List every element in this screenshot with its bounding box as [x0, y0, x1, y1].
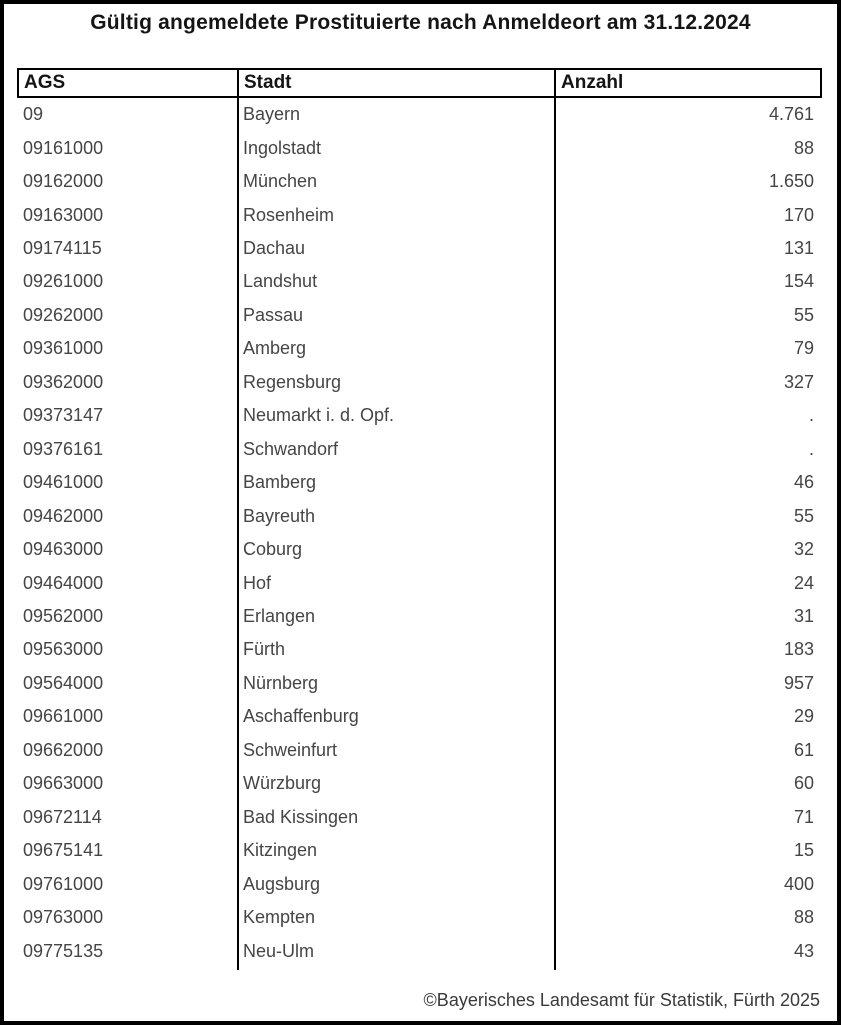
ags-cell: 09	[23, 104, 44, 125]
stadt-cell: Bad Kissingen	[243, 806, 359, 827]
table-row	[17, 399, 822, 432]
ags-cell: 09775135	[23, 940, 104, 961]
table-row	[17, 633, 822, 666]
anzahl-cell: 1.650	[768, 171, 814, 192]
stadt-cell: Hof	[243, 572, 272, 593]
anzahl-cell: 154	[783, 271, 814, 292]
table-row	[17, 901, 822, 934]
ags-cell: 09464000	[23, 572, 104, 593]
table-row	[17, 867, 822, 900]
anzahl-cell: 55	[793, 304, 814, 325]
stadt-cell: Amberg	[243, 338, 307, 359]
anzahl-cell: 24	[793, 572, 814, 593]
anzahl-cell: 15	[793, 840, 814, 861]
ags-cell: 09661000	[23, 706, 104, 727]
ags-cell: 09662000	[23, 739, 104, 760]
ags-cell: 09163000	[23, 204, 104, 225]
stadt-cell: München	[243, 171, 318, 192]
ags-cell: 09262000	[23, 304, 104, 325]
table-row	[17, 499, 822, 532]
table-row	[17, 533, 822, 566]
ags-cell: 09463000	[23, 539, 104, 560]
anzahl-cell: 43	[793, 940, 814, 961]
stadt-cell: Schweinfurt	[243, 739, 338, 760]
stadt-cell: Ingolstadt	[243, 137, 322, 158]
table-row	[17, 433, 822, 466]
anzahl-cell: 61	[793, 739, 814, 760]
anzahl-cell: 60	[793, 773, 814, 794]
stadt-cell: Regensburg	[243, 371, 342, 392]
column-header-anzahl: Anzahl	[561, 72, 624, 93]
registration-table	[17, 68, 822, 968]
anzahl-cell: 31	[793, 606, 814, 627]
ags-cell: 09361000	[23, 338, 104, 359]
copyright-credit: ©Bayerisches Landesamt für Statistik, Fürth 2025	[423, 990, 820, 1010]
column-header-stadt: Stadt	[239, 70, 556, 96]
table-row	[17, 767, 822, 800]
stadt-cell: Schwandorf	[243, 438, 339, 459]
table-header-row	[17, 68, 822, 98]
stadt-cell: Kitzingen	[243, 840, 318, 861]
table-row	[17, 98, 822, 131]
ags-cell: 09462000	[23, 505, 104, 526]
stadt-cell: Würzburg	[243, 773, 322, 794]
stadt-cell: Rosenheim	[243, 204, 335, 225]
anzahl-cell: 327	[783, 371, 814, 392]
stadt-cell: Aschaffenburg	[243, 706, 359, 727]
table-row	[17, 700, 822, 733]
anzahl-cell: 55	[793, 505, 814, 526]
anzahl-cell: 46	[793, 472, 814, 493]
table-row	[17, 734, 822, 767]
anzahl-cell: 131	[783, 238, 814, 259]
table-row	[17, 600, 822, 633]
stadt-cell: Passau	[243, 304, 304, 325]
ags-cell: 09663000	[23, 773, 104, 794]
table-row	[17, 265, 822, 298]
anzahl-cell: 4.761	[768, 104, 814, 125]
anzahl-cell: 79	[793, 338, 814, 359]
stadt-cell: Neu-Ulm	[243, 940, 315, 961]
table-row	[17, 198, 822, 231]
table-row	[17, 934, 822, 967]
ags-cell: 09376161	[23, 438, 104, 459]
anzahl-cell: .	[808, 438, 814, 459]
table-row	[17, 232, 822, 265]
ags-cell: 09763000	[23, 907, 104, 928]
stadt-cell: Landshut	[243, 271, 318, 292]
page-title: Gültig angemeldete Prostituierte nach Anmeldeort am 31.12.2024	[90, 11, 751, 34]
ags-cell: 09675141	[23, 840, 104, 861]
ags-cell: 09261000	[23, 271, 104, 292]
column-header-ags: AGS	[19, 70, 239, 96]
stadt-cell: Coburg	[243, 539, 303, 560]
stadt-cell: Neumarkt i. d. Opf.	[243, 405, 395, 426]
ags-cell: 09373147	[23, 405, 104, 426]
stadt-cell: Bayern	[243, 104, 301, 125]
stadt-cell: Fürth	[243, 639, 286, 660]
table-body	[17, 98, 822, 968]
table-row	[17, 466, 822, 499]
stadt-cell: Nürnberg	[243, 672, 319, 693]
anzahl-cell: 32	[793, 539, 814, 560]
ags-cell: 09174115	[23, 238, 102, 259]
table-row	[17, 566, 822, 599]
stadt-cell: Augsburg	[243, 873, 321, 894]
ags-cell: 09761000	[23, 873, 104, 894]
anzahl-cell: 183	[783, 639, 814, 660]
stadt-cell: Bamberg	[243, 472, 317, 493]
ags-cell: 09564000	[23, 672, 104, 693]
stadt-cell: Bayreuth	[243, 505, 316, 526]
table-row	[17, 801, 822, 834]
ags-cell: 09362000	[23, 371, 104, 392]
table-row	[17, 299, 822, 332]
anzahl-cell: 170	[783, 204, 814, 225]
anzahl-cell: 400	[783, 873, 814, 894]
anzahl-cell: 88	[793, 137, 814, 158]
anzahl-cell: 88	[793, 907, 814, 928]
table-row	[17, 165, 822, 198]
ags-cell: 09563000	[23, 639, 104, 660]
ags-cell: 09562000	[23, 606, 104, 627]
stadt-cell: Dachau	[243, 238, 306, 259]
ags-cell: 09161000	[23, 137, 104, 158]
table-row	[17, 667, 822, 700]
ags-cell: 09672114	[23, 806, 102, 827]
table-row	[17, 834, 822, 867]
anzahl-cell: 957	[783, 672, 814, 693]
table-row	[17, 332, 822, 365]
stadt-cell: Erlangen	[243, 606, 316, 627]
anzahl-cell: 71	[793, 806, 814, 827]
anzahl-cell: .	[808, 405, 814, 426]
ags-cell: 09162000	[23, 171, 104, 192]
ags-cell: 09461000	[23, 472, 104, 493]
table-row	[17, 366, 822, 399]
anzahl-cell: 29	[793, 706, 814, 727]
table-row	[17, 131, 822, 164]
stadt-cell: Kempten	[243, 907, 316, 928]
